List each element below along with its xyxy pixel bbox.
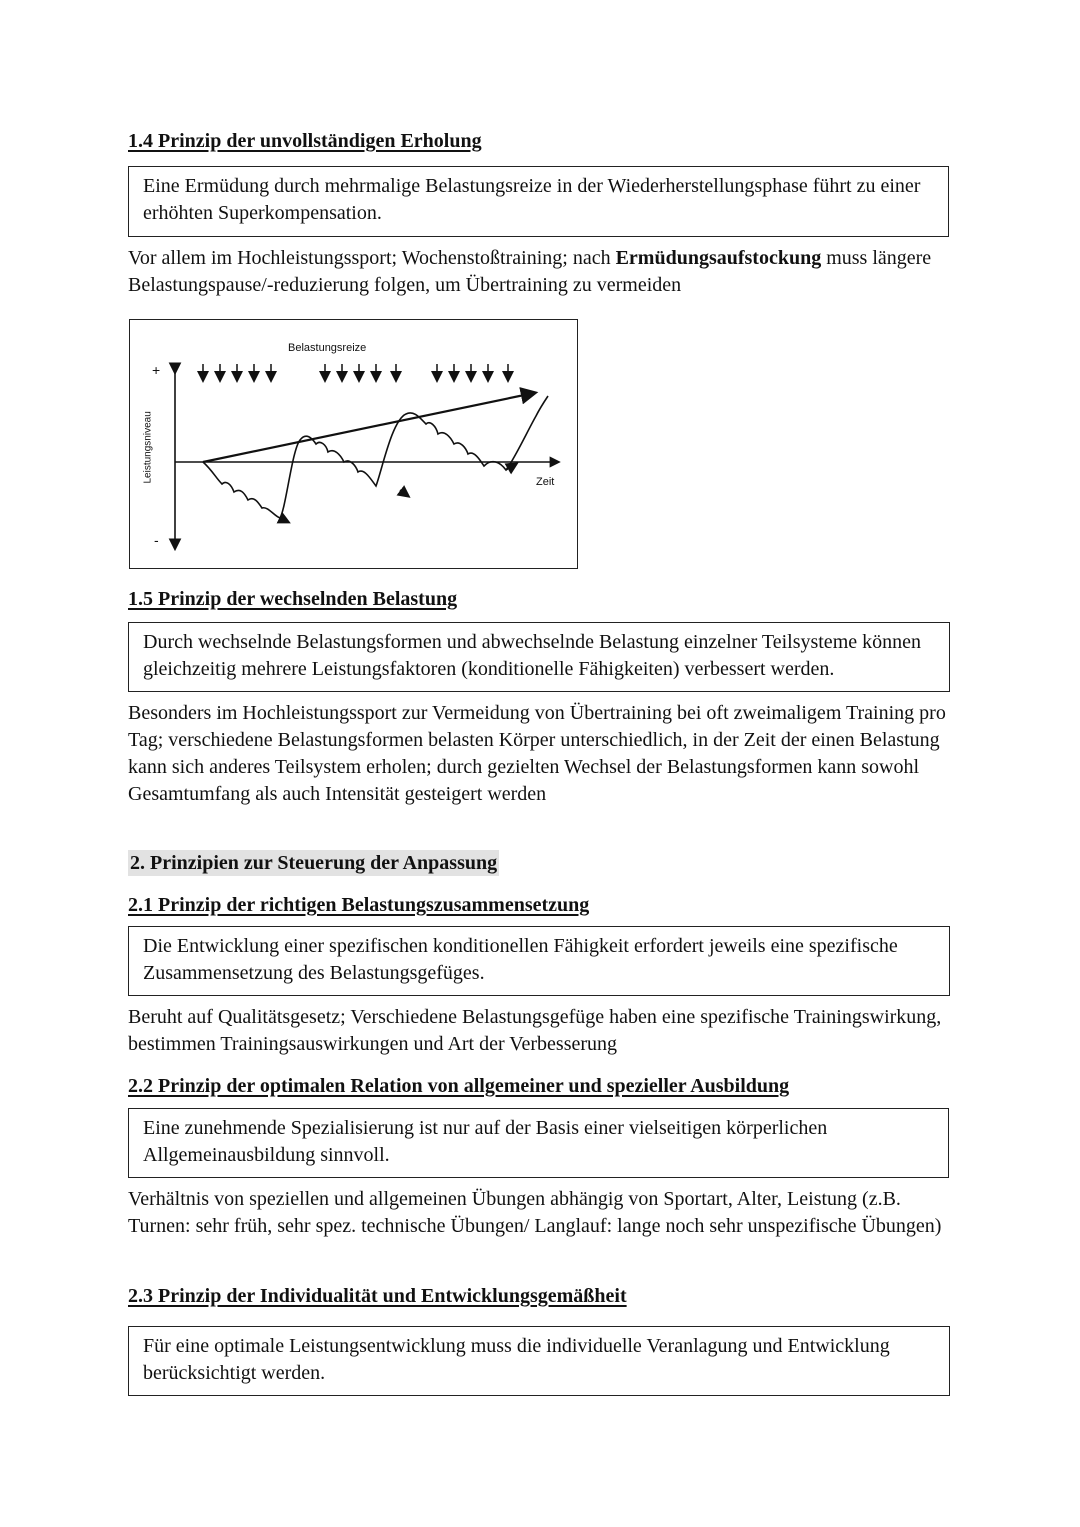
heading-1-4: 1.4 Prinzip der unvollständigen Erholung bbox=[128, 130, 482, 152]
paragraph-1-5: Besonders im Hochleistungssport zur Vermeidung von Übertraining bei oft zweimaligem Training pro Tag; verschiedene Belastungsformen belasten Körper unterschiedlich, in der Zeit der einen Belastung kann sich anderes Teilsystem erholen; durch gezielten Wechsel der Belastungsformen kann sowohl Gesamtumfang als auch Intensität gesteigert werden bbox=[128, 702, 946, 805]
heading-2-3: 2.3 Prinzip der Individualität und Entwicklungsgemäßheit bbox=[128, 1285, 627, 1307]
paragraph-2-1: Beruht auf Qualitätsgesetz; Verschiedene Belastungsgefüge haben eine spezifische Trainingswirkung, bestimmen Trainingsauswirkungen und Art der Verbesserung bbox=[128, 1006, 942, 1055]
paragraph-2-2: Verhältnis von speziellen und allgemeinen Übungen abhängig von Sportart, Alter, Leistung (z.B. Turnen: sehr früh, sehr spez. technische Übungen/ Langlauf: lange noch sehr unspezifische Übungen) bbox=[128, 1188, 942, 1237]
heading-2: 2. Prinzipien zur Steuerung der Anpassung bbox=[130, 852, 498, 874]
performance-curve bbox=[203, 396, 548, 518]
principle-box-2-3: Für eine optimale Leistungsentwicklung muss die individuelle Veranlagung und Entwicklung berücksichtigt werden. bbox=[128, 1326, 950, 1396]
principle-box-1-5: Durch wechselnde Belastungsformen und abwechselnde Belastung einzelner Teilsysteme können gleichzeitig mehrere Leistungsfaktoren (konditionelle Fähigkeiten) verbessert werden. bbox=[128, 622, 950, 692]
label-zeit: Zeit bbox=[536, 476, 555, 488]
label-minus: - bbox=[154, 532, 159, 548]
supercompensation-diagram bbox=[129, 319, 578, 569]
section-2-1 bbox=[128, 892, 950, 1058]
section-2-2 bbox=[128, 1073, 950, 1240]
section-2-3 bbox=[128, 1283, 950, 1396]
label-leistungsniveau: Leistungsniveau bbox=[142, 411, 154, 484]
section-1-4 bbox=[128, 128, 950, 299]
paragraph-1-4: Vor allem im Hochleistungssport; Wochenstoßtraining; nach Ermüdungsaufstockung muss längere Belastungspause/-reduzierung folgen, um Übertraining zu vermeiden bbox=[128, 247, 932, 296]
term-ermuedungsaufstockung: Ermüdungsaufstockung bbox=[615, 247, 822, 269]
stimulus-arrows bbox=[203, 364, 508, 380]
diagram-drawing bbox=[130, 320, 579, 570]
principle-box-2-1: Die Entwicklung einer spezifischen konditionellen Fähigkeit erfordert jeweils eine spezifische Zusammensetzung des Belastungsgefüges. bbox=[128, 926, 950, 996]
principle-box-1-4: Eine Ermüdung durch mehrmalige Belastungsreize in der Wiederherstellungsphase führt zu einer erhöhten Superkompensation. bbox=[128, 166, 949, 237]
heading-2-2: 2.2 Prinzip der optimalen Relation von allgemeiner und spezieller Ausbildung bbox=[128, 1075, 790, 1097]
label-plus: + bbox=[152, 362, 161, 378]
section-2 bbox=[128, 850, 950, 876]
label-belastungsreize: Belastungsreize bbox=[288, 342, 367, 354]
trend-arrow bbox=[203, 393, 534, 462]
principle-box-2-2: Eine zunehmende Spezialisierung ist nur auf der Basis einer vielseitigen körperlichen Allgemeinausbildung sinnvoll. bbox=[128, 1108, 949, 1178]
section-1-5 bbox=[128, 586, 950, 808]
heading-2-1: 2.1 Prinzip der richtigen Belastungszusammensetzung bbox=[128, 894, 590, 916]
heading-1-5: 1.5 Prinzip der wechselnden Belastung bbox=[128, 588, 458, 610]
